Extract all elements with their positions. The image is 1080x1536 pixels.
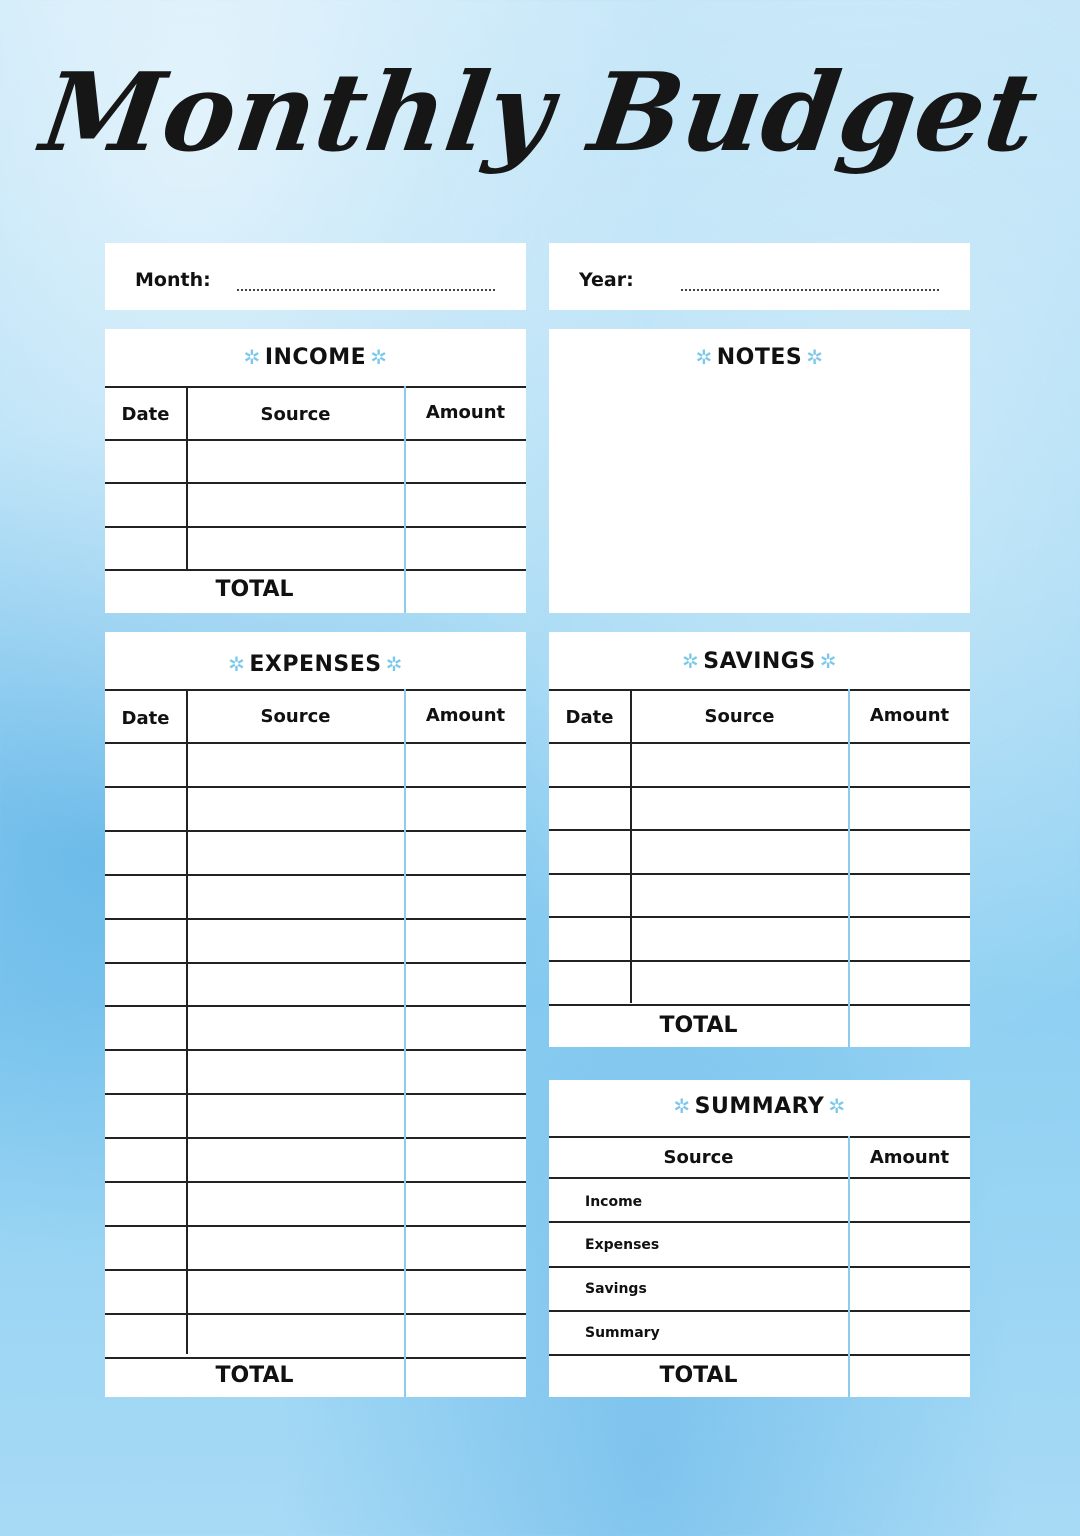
snowflake-icon: ✲ (695, 345, 713, 369)
summary-row-expenses: Expenses (585, 1237, 660, 1253)
table-row[interactable] (549, 829, 970, 831)
table-row[interactable] (549, 960, 970, 962)
snowflake-icon: ✲ (673, 1094, 691, 1118)
income-total-label: TOTAL (215, 577, 294, 602)
expenses-source-header: Source (260, 706, 331, 727)
table-row[interactable] (549, 916, 970, 918)
table-row[interactable] (105, 918, 526, 920)
table-row[interactable] (105, 830, 526, 832)
table-row[interactable] (549, 786, 970, 788)
table-row[interactable] (105, 1093, 526, 1095)
year-label: Year: (579, 269, 634, 291)
savings-table (549, 632, 970, 1047)
table-row[interactable] (105, 569, 526, 571)
table-row[interactable] (549, 1354, 970, 1356)
savings-source-header: Source (704, 706, 775, 727)
table-row[interactable] (105, 1357, 526, 1359)
income-date-header: Date (121, 404, 170, 425)
table-row[interactable] (105, 1225, 526, 1227)
expenses-amount-header: Amount (425, 705, 506, 726)
table-row[interactable] (549, 873, 970, 875)
month-label: Month: (135, 269, 211, 291)
expenses-table (105, 632, 526, 1397)
expenses-heading: ✲ EXPENSES ✲ (228, 652, 403, 677)
table-row[interactable] (105, 1049, 526, 1051)
notes-heading: ✲ NOTES ✲ (695, 345, 824, 370)
table-row[interactable] (105, 874, 526, 876)
year-field[interactable] (549, 243, 970, 310)
snowflake-icon: ✲ (370, 345, 388, 369)
table-row[interactable] (105, 786, 526, 788)
notes-box[interactable] (549, 329, 970, 613)
savings-heading: ✲ SAVINGS ✲ (682, 649, 837, 674)
table-row[interactable] (549, 1221, 970, 1223)
table-row[interactable] (105, 482, 526, 484)
savings-total-label: TOTAL (659, 1013, 738, 1038)
snowflake-icon: ✲ (243, 345, 261, 369)
table-row[interactable] (105, 962, 526, 964)
table-row[interactable] (105, 1181, 526, 1183)
snowflake-icon: ✲ (819, 649, 837, 673)
income-table (105, 329, 526, 613)
savings-date-header: Date (565, 707, 614, 728)
snowflake-icon: ✲ (682, 649, 700, 673)
table-row[interactable] (105, 1269, 526, 1271)
table-row[interactable] (549, 1266, 970, 1268)
expenses-date-header: Date (121, 708, 170, 729)
summary-table (549, 1080, 970, 1397)
snowflake-icon: ✲ (385, 652, 403, 676)
month-line[interactable] (237, 289, 495, 291)
table-row[interactable] (105, 1005, 526, 1007)
summary-row-summary: Summary (585, 1325, 660, 1341)
snowflake-icon: ✲ (806, 345, 824, 369)
snowflake-icon: ✲ (828, 1094, 846, 1118)
table-row[interactable] (105, 526, 526, 528)
table-row[interactable] (549, 1310, 970, 1312)
snowflake-icon: ✲ (228, 652, 246, 676)
table-row[interactable] (549, 1004, 970, 1006)
month-field[interactable] (105, 243, 526, 310)
summary-source-header: Source (663, 1147, 734, 1168)
summary-row-income: Income (585, 1194, 643, 1210)
summary-row-savings: Savings (585, 1281, 647, 1297)
income-amount-header: Amount (425, 402, 506, 423)
income-source-header: Source (260, 404, 331, 425)
expenses-total-label: TOTAL (215, 1363, 294, 1388)
summary-amount-header: Amount (869, 1147, 950, 1168)
year-line[interactable] (681, 289, 939, 291)
income-heading: ✲ INCOME ✲ (243, 345, 388, 370)
table-row[interactable] (105, 1137, 526, 1139)
summary-heading: ✲ SUMMARY ✲ (673, 1094, 846, 1119)
table-row[interactable] (105, 1313, 526, 1315)
page-title: Monthly Budget (34, 50, 1046, 176)
summary-total-label: TOTAL (659, 1363, 738, 1388)
savings-amount-header: Amount (869, 705, 950, 726)
